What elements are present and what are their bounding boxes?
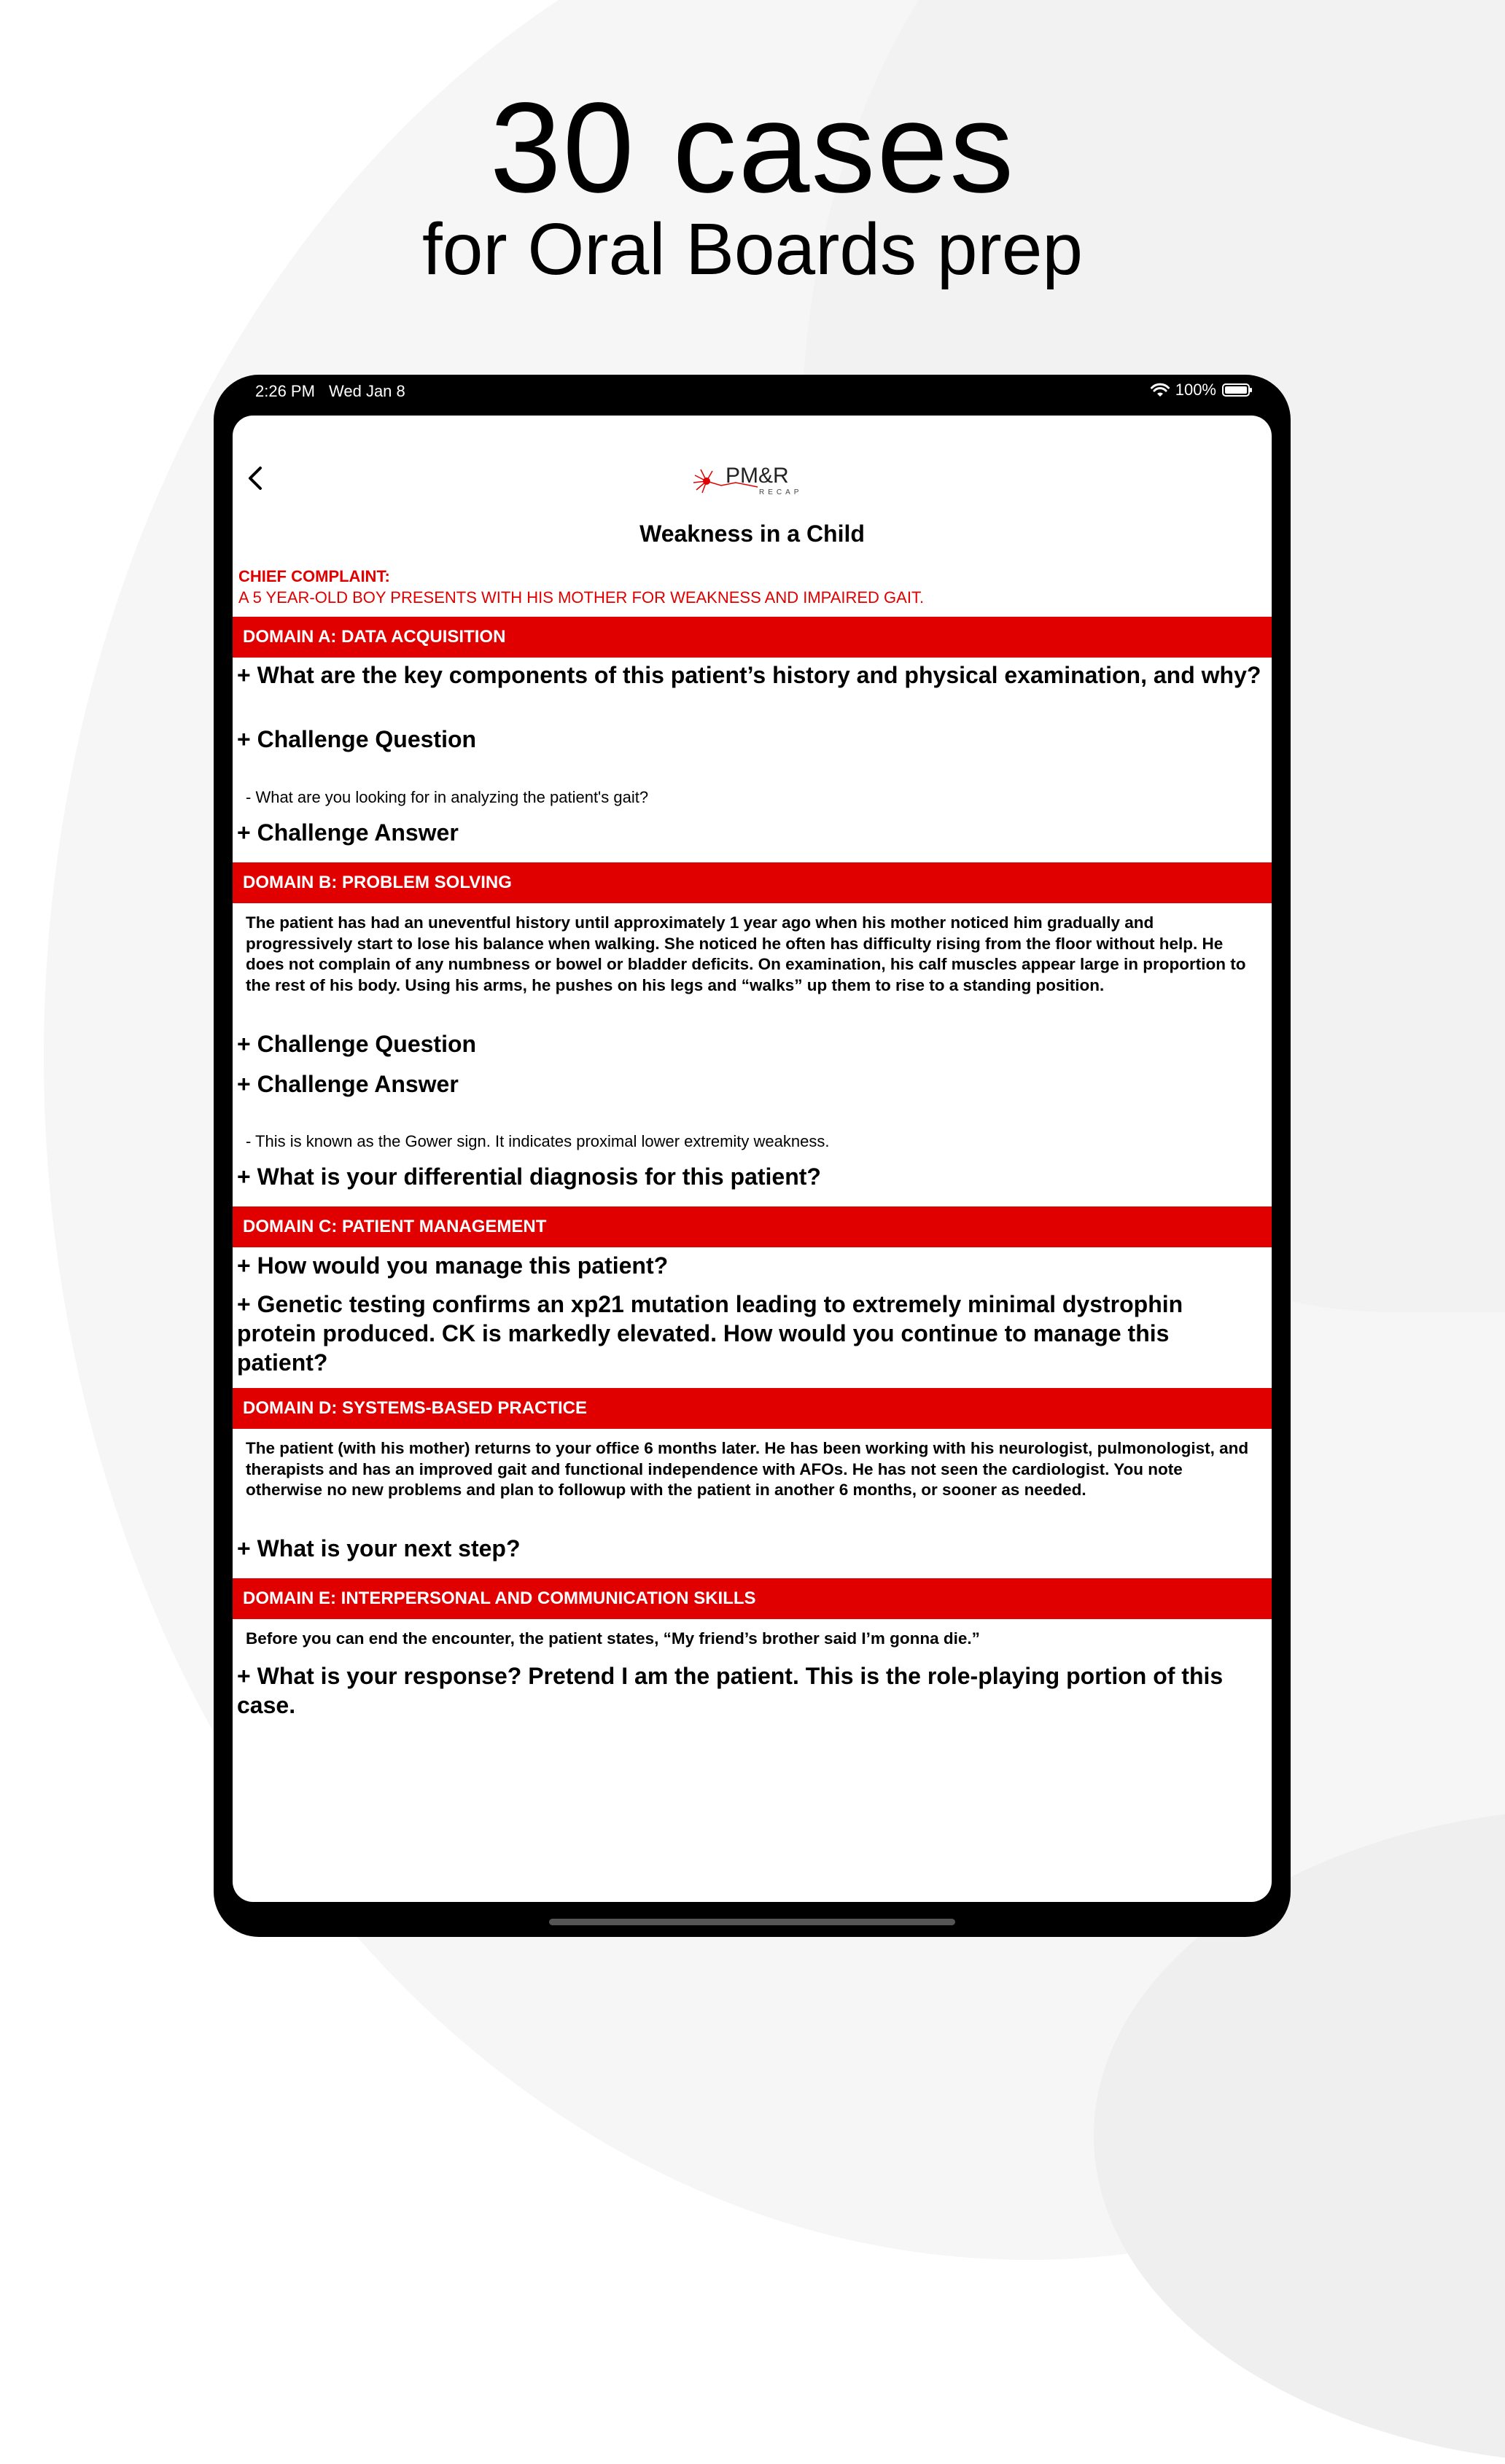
- domain-c-genetic-testing-question[interactable]: + Genetic testing confirms an xp21 mutation leading to extremely minimal dystrophin protein produced. CK is markedly elevated. How would you continue to manage this patient?: [237, 1291, 1183, 1376]
- logo-text: PM&R: [726, 464, 789, 488]
- app-screen: [233, 416, 1272, 1902]
- domain-e-case-paragraph: Before you can end the encounter, the patient states, “My friend’s brother said I’m gonna die.”: [246, 1629, 980, 1648]
- domain-b-challenge-answer-detail: - This is known as the Gower sign. It indicates proximal lower extremity weakness.: [246, 1132, 830, 1150]
- domain-d-header: DOMAIN D: SYSTEMS-BASED PRACTICE: [233, 1388, 1272, 1429]
- domain-d-case-paragraph: The patient (with his mother) returns to your office 6 months later. He has been working with his neurologist, pulmonologist, and therapists and has an improved gait and functional independence with AFOs. He has not seen the cardiologist. You note otherwise no new problems and plan to followup with the patient in another 6 months, or sooner as needed.: [246, 1439, 1249, 1499]
- home-indicator[interactable]: [549, 1919, 955, 1925]
- logo-subtext: RECAP: [759, 488, 803, 496]
- pmr-recap-logo: [692, 461, 816, 499]
- domain-c-header: DOMAIN C: PATIENT MANAGEMENT: [233, 1206, 1272, 1247]
- domain-e-response-question[interactable]: + What is your response? Pretend I am the patient. This is the role-playing portion of this case.: [237, 1663, 1224, 1718]
- domain-b-header: DOMAIN B: PROBLEM SOLVING: [233, 862, 1272, 903]
- promo-title: 30 cases: [489, 77, 1016, 219]
- wifi-icon: [1151, 383, 1170, 397]
- domain-a-header: DOMAIN A: DATA ACQUISITION: [233, 617, 1272, 658]
- status-date: Wed Jan 8: [329, 382, 405, 400]
- chief-complaint-text: A 5 YEAR-OLD BOY PRESENTS WITH HIS MOTHER FOR WEAKNESS AND IMPAIRED GAIT.: [238, 588, 925, 607]
- domain-b-challenge-answer[interactable]: + Challenge Answer: [237, 1071, 459, 1097]
- domain-b-challenge-question[interactable]: + Challenge Question: [237, 1031, 477, 1057]
- status-indicators: [1151, 381, 1250, 399]
- domain-d-next-step-question[interactable]: + What is your next step?: [237, 1535, 521, 1562]
- chief-complaint-label: CHIEF COMPLAINT:: [238, 567, 390, 585]
- domain-a-challenge-question[interactable]: + Challenge Question: [237, 726, 477, 752]
- battery-percent: 100%: [1175, 381, 1216, 399]
- status-time: 2:26 PM: [255, 382, 315, 400]
- domain-e-header: DOMAIN E: INTERPERSONAL AND COMMUNICATION SKILLS: [233, 1578, 1272, 1619]
- domain-a-challenge-question-detail: - What are you looking for in analyzing the patient's gait?: [246, 788, 649, 806]
- domain-b-differential-question[interactable]: + What is your differential diagnosis for this patient?: [237, 1163, 821, 1190]
- battery-icon: [1222, 383, 1250, 397]
- domain-a-challenge-answer[interactable]: + Challenge Answer: [237, 819, 459, 846]
- domain-c-manage-question[interactable]: + How would you manage this patient?: [237, 1252, 669, 1279]
- status-bar: [214, 375, 1291, 416]
- case-title: Weakness in a Child: [639, 521, 865, 547]
- tablet-frame: [214, 375, 1291, 1937]
- domain-a-question-expandable[interactable]: + What are the key components of this patient’s history and physical examination, and why?: [237, 662, 1261, 688]
- promo-subtitle: for Oral Boards prep: [422, 208, 1083, 290]
- back-button[interactable]: [243, 462, 269, 494]
- domain-b-case-paragraph: The patient has had an uneventful history until approximately 1 year ago when his mother noticed him gradually and progressively start to lose his balance when walking. She noticed he often has difficulty rising from the floor without help. He does not complain of any numbness or bowel or bladder deficits. On examination, his calf muscles appear large in proportion to the rest of his body. Using his arms, he pushes on his legs and “walks” up them to rise to a standing position.: [246, 913, 1246, 994]
